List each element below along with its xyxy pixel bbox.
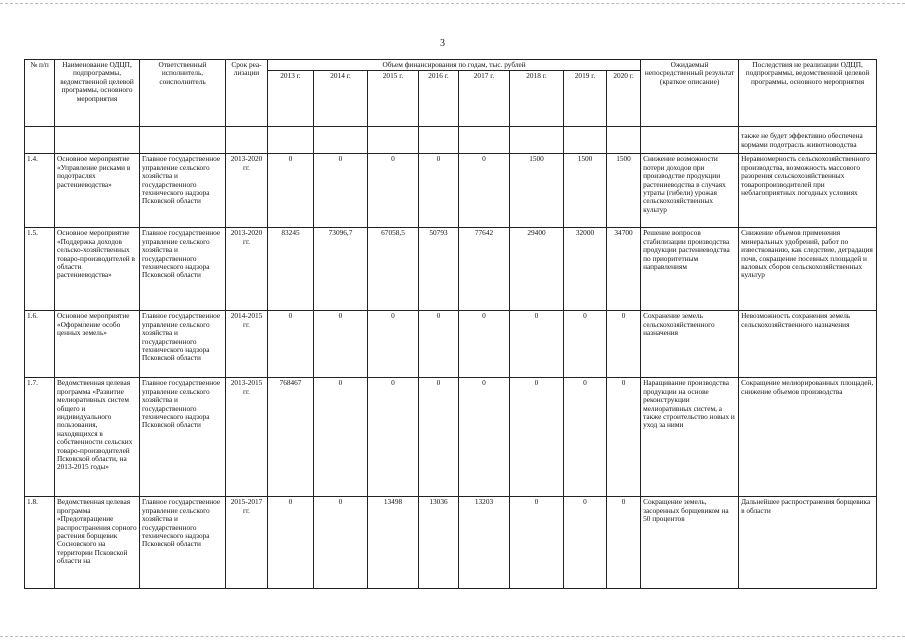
row-value: 29400 — [510, 228, 564, 311]
row-value: 34700 — [607, 228, 641, 311]
program-table — [24, 59, 877, 589]
row-value: 1500 — [607, 154, 641, 228]
header-consequence: Последствия не реализации ОДЦП, подпрограммы, ведомственной целевой программы, основного мероприятия — [739, 60, 877, 127]
row-value: 0 — [459, 154, 510, 228]
row-value: 1500 — [510, 154, 564, 228]
empty-cell — [641, 127, 739, 154]
empty-cell — [226, 127, 268, 154]
row-value: 13036 — [419, 497, 459, 589]
row-value: 0 — [564, 497, 607, 589]
row-term: 2013-2015 гг. — [226, 378, 268, 497]
row-consequence: Снижение объемов применения минеральных удобрений, работ по известкованию, как следствие, деградация почв, сокращение посевных площадей и валовых сборов сельскохозяйственных культур — [739, 228, 877, 311]
row-responsible: Главное государственное управление сельского хозяйства и государственного технического надзора Псковской области — [140, 497, 226, 589]
row-term: 2013-2020 гг. — [226, 154, 268, 228]
empty-cell — [314, 127, 368, 154]
row-value: 0 — [368, 378, 419, 497]
page-number: 3 — [440, 38, 445, 49]
row-responsible: Главное государственное управление сельского хозяйства и государственного технического надзора Псковской области — [140, 378, 226, 497]
row-value: 0 — [314, 311, 368, 378]
year-header: 2017 г. — [459, 71, 510, 127]
year-header: 2018 г. — [510, 71, 564, 127]
header-num: № п/п — [25, 60, 55, 127]
row-value: 0 — [314, 154, 368, 228]
row-consequence: Сокращение мелиорированных площадей, снижение объемов производства — [739, 378, 877, 497]
row-value: 0 — [314, 378, 368, 497]
table-row — [25, 154, 877, 228]
row-result: Сохранение земель сельскохозяйственного назначения — [641, 311, 739, 378]
table-row — [25, 497, 877, 589]
row-value: 32000 — [564, 228, 607, 311]
row-value: 0 — [314, 497, 368, 589]
row-value: 13203 — [459, 497, 510, 589]
continuation-row — [25, 127, 877, 154]
empty-cell — [268, 127, 314, 154]
top-dashed-border — [0, 3, 905, 4]
table-row — [25, 311, 877, 378]
row-value: 67058,5 — [368, 228, 419, 311]
row-consequence: Дальнейшее распространения борщевика в области — [739, 497, 877, 589]
row-value: 0 — [419, 311, 459, 378]
row-value: 0 — [564, 311, 607, 378]
row-result: Наращивание производства продукции на основе реконструкции мелиоративных систем, а также строительство новых и уход за ними — [641, 378, 739, 497]
row-value: 0 — [268, 154, 314, 228]
empty-cell — [25, 127, 55, 154]
empty-cell — [419, 127, 459, 154]
row-value: 0 — [607, 378, 641, 497]
row-name: Ведомственная целевая программа «Предотвращение распространения сорного растения борщевик Сосновского на территории Псковской области на — [55, 497, 140, 589]
continuation-text: также не будет эффективно обеспечена кормами подотрасль животноводства — [739, 127, 877, 154]
row-value: 0 — [564, 378, 607, 497]
row-term: 2013-2020 гг. — [226, 228, 268, 311]
year-header: 2013 г. — [268, 71, 314, 127]
row-value: 0 — [510, 311, 564, 378]
row-value: 0 — [268, 497, 314, 589]
empty-cell — [140, 127, 226, 154]
year-header: 2014 г. — [314, 71, 368, 127]
row-value: 768467 — [268, 378, 314, 497]
year-header: 2019 г. — [564, 71, 607, 127]
empty-cell — [564, 127, 607, 154]
row-result: Решение вопросов стабилизации производства продукции растениеводства по приоритетным направлениям — [641, 228, 739, 311]
row-value: 1500 — [564, 154, 607, 228]
row-value: 83245 — [268, 228, 314, 311]
row-value: 0 — [459, 311, 510, 378]
row-num: 1.4. — [25, 154, 55, 228]
row-value: 0 — [419, 154, 459, 228]
row-value: 0 — [510, 378, 564, 497]
row-value: 77642 — [459, 228, 510, 311]
row-name: Ведомственная целевая программа «Развитие мелиоративных систем общего и индивидуального пользования, находящихся в собственности сельских товаро-производителей Псковской области, на 2013-2015 годы» — [55, 378, 140, 497]
row-value: 0 — [607, 311, 641, 378]
row-num: 1.6. — [25, 311, 55, 378]
header-term: Срок реа-лизации — [226, 60, 268, 127]
row-name: Основное мероприятие «Управление рисками в подотраслях растениеводства» — [55, 154, 140, 228]
row-value: 0 — [459, 378, 510, 497]
row-term: 2014-2015 гг. — [226, 311, 268, 378]
bottom-dashed-border — [0, 636, 905, 637]
empty-cell — [510, 127, 564, 154]
row-responsible: Главное государственное управление сельского хозяйства и государственного технического надзора Псковской области — [140, 228, 226, 311]
row-name: Основное мероприятие «Поддержка доходов сельско-хозяйственных товаро-производителей в области растениеводства» — [55, 228, 140, 311]
row-value: 0 — [419, 378, 459, 497]
row-value: 50793 — [419, 228, 459, 311]
header-row-top — [25, 60, 877, 71]
row-num: 1.8. — [25, 497, 55, 589]
empty-cell — [607, 127, 641, 154]
row-responsible: Главное государственное управление сельского хозяйства и государственного технического надзора Псковской области — [140, 154, 226, 228]
row-result: Снижение возможности потери доходов при производстве продукции растениеводства в случаях утраты (гибели) урожая сельскохозяйственных культур — [641, 154, 739, 228]
header-name: Наименование ОДЦП, подпрограммы, ведомственной целевой программы, основного мероприятия — [55, 60, 140, 127]
row-value: 0 — [510, 497, 564, 589]
row-result: Сокращение земель, засоренных борщевиком на 50 процентов — [641, 497, 739, 589]
row-num: 1.7. — [25, 378, 55, 497]
table-row — [25, 378, 877, 497]
empty-cell — [459, 127, 510, 154]
row-value: 0 — [368, 154, 419, 228]
row-value: 0 — [268, 311, 314, 378]
row-value: 0 — [607, 497, 641, 589]
row-value: 13498 — [368, 497, 419, 589]
year-header: 2016 г. — [419, 71, 459, 127]
row-term: 2015-2017 гг. — [226, 497, 268, 589]
row-value: 73096,7 — [314, 228, 368, 311]
table-row — [25, 228, 877, 311]
empty-cell — [55, 127, 140, 154]
year-header: 2015 г. — [368, 71, 419, 127]
row-consequence: Неравномерность сельскохозяйственного производства, возможность массового разорения сельскохозяйственных товаропроизводителей при неблагоприятных погодных условиях — [739, 154, 877, 228]
row-responsible: Главное государственное управление сельского хозяйства и государственного технического надзора Псковской области — [140, 311, 226, 378]
row-value: 0 — [368, 311, 419, 378]
header-responsible: Ответственный исполнитель, соисполнитель — [140, 60, 226, 127]
empty-cell — [368, 127, 419, 154]
header-result: Ожидаемый непосредственный результат (краткое описание) — [641, 60, 739, 127]
row-consequence: Невозможность сохранения земель сельскохозяйственного назначения — [739, 311, 877, 378]
row-name: Основное мероприятие «Оформление особо ценных земель» — [55, 311, 140, 378]
year-header: 2020 г. — [607, 71, 641, 127]
row-num: 1.5. — [25, 228, 55, 311]
header-funding: Объем финансирования по годам, тыс. рублей — [268, 60, 641, 71]
